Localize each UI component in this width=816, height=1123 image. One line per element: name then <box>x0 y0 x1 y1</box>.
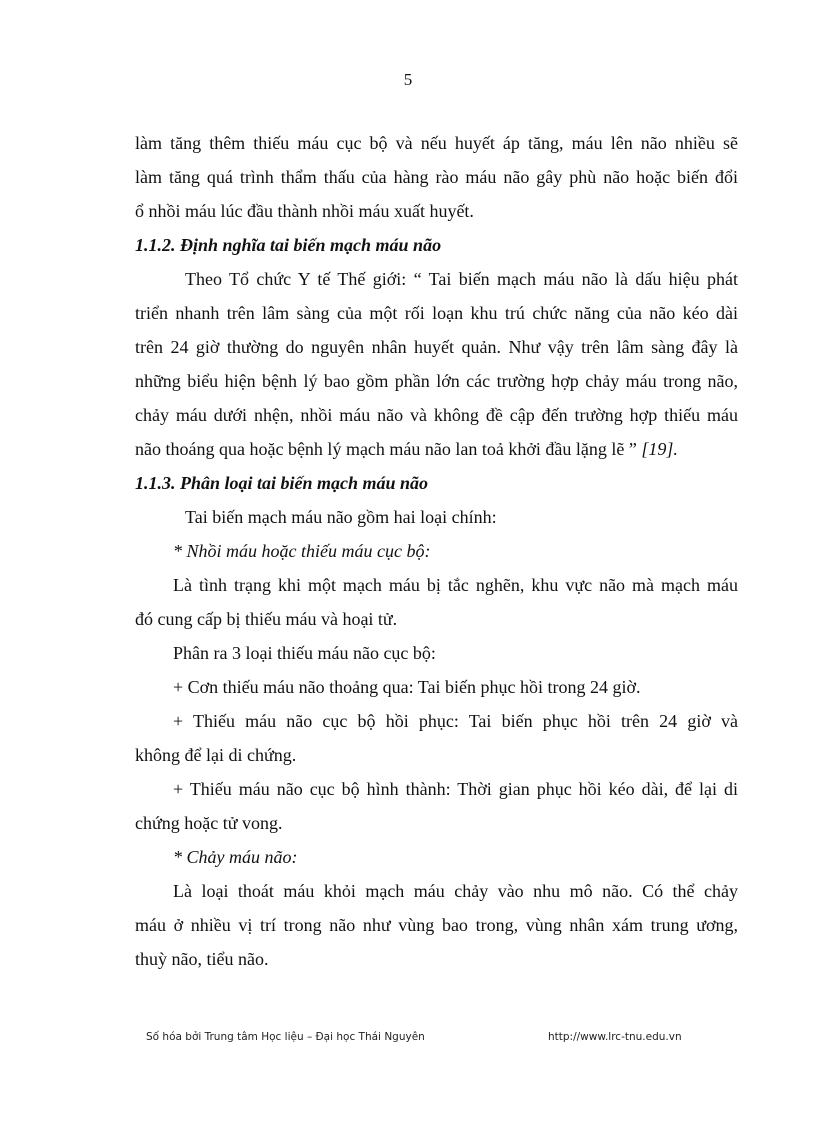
section-heading: 1.1.3. Phân loại tai biến mạch máu não <box>135 473 429 493</box>
text-line: những biểu hiện bệnh lý bao gồm phần lớn các trường hợp chảy máu trong não, <box>135 371 738 391</box>
text-line: đó cung cấp bị thiếu máu và hoại tử. <box>135 609 398 629</box>
text-line: Tai biến mạch máu não gồm hai loại chính: <box>185 507 497 527</box>
text-line: Theo Tổ chức Y tế Thế giới: “ Tai biến mạch máu não là dấu hiệu phát <box>185 269 738 289</box>
text-line: Là tình trạng khi một mạch máu bị tắc nghẽn, khu vực não mà mạch máu <box>173 575 738 595</box>
text-line: triển nhanh trên lâm sàng của một rối loạn khu trú chức năng của não kéo dài <box>135 303 738 323</box>
text-line <box>135 438 678 460</box>
text-line: thuỳ não, tiểu não. <box>135 949 269 969</box>
page-number: 5 <box>403 70 413 89</box>
text-line: chứng hoặc tử vong. <box>135 813 283 833</box>
text-line: ổ nhồi máu lúc đầu thành nhồi máu xuất huyết. <box>135 201 474 221</box>
footer-url: http://www.lrc-tnu.edu.vn <box>548 1031 682 1043</box>
text-line: làm tăng thêm thiếu máu cục bộ và nếu huyết áp tăng, máu lên não nhiều sẽ <box>135 133 738 153</box>
subheading: * Nhồi máu hoặc thiếu máu cục bộ: <box>173 541 431 561</box>
text-line: Phân ra 3 loại thiếu máu não cục bộ: <box>173 643 436 663</box>
text-line: + Cơn thiếu máu não thoảng qua: Tai biến phục hồi trong 24 giờ. <box>173 677 641 697</box>
section-heading: 1.1.2. Định nghĩa tai biến mạch máu não <box>135 235 442 255</box>
text-line: + Thiếu máu não cục bộ hồi phục: Tai biến phục hồi trên 24 giờ và <box>173 711 738 731</box>
citation: [19]. <box>641 439 678 459</box>
text-line: + Thiếu máu não cục bộ hình thành: Thời gian phục hồi kéo dài, để lại di <box>173 779 738 799</box>
text-line: Là loại thoát máu khỏi mạch máu chảy vào nhu mô não. Có thể chảy <box>173 881 738 901</box>
text-line: chảy máu dưới nhện, nhồi máu não và không đề cập đến trường hợp thiếu máu <box>135 405 738 425</box>
text-line: trên 24 giờ thường do nguyên nhân huyết quản. Như vậy trên lâm sàng đây là <box>135 337 738 357</box>
text-line: làm tăng quá trình thẩm thấu của hàng rào máu não gây phù não hoặc biến đổi <box>135 167 738 187</box>
text-segment: não thoáng qua hoặc bệnh lý mạch máu não lan toả khởi đầu lặng lẽ ” <box>135 439 637 459</box>
footer-source: Số hóa bởi Trung tâm Học liệu – Đại học Thái Nguyên <box>146 1031 425 1043</box>
text-line: máu ở nhiều vị trí trong não như vùng bao trong, vùng nhân xám trung ương, <box>135 915 738 935</box>
subheading: * Chảy máu não: <box>173 847 298 867</box>
text-line: không để lại di chứng. <box>135 745 297 765</box>
